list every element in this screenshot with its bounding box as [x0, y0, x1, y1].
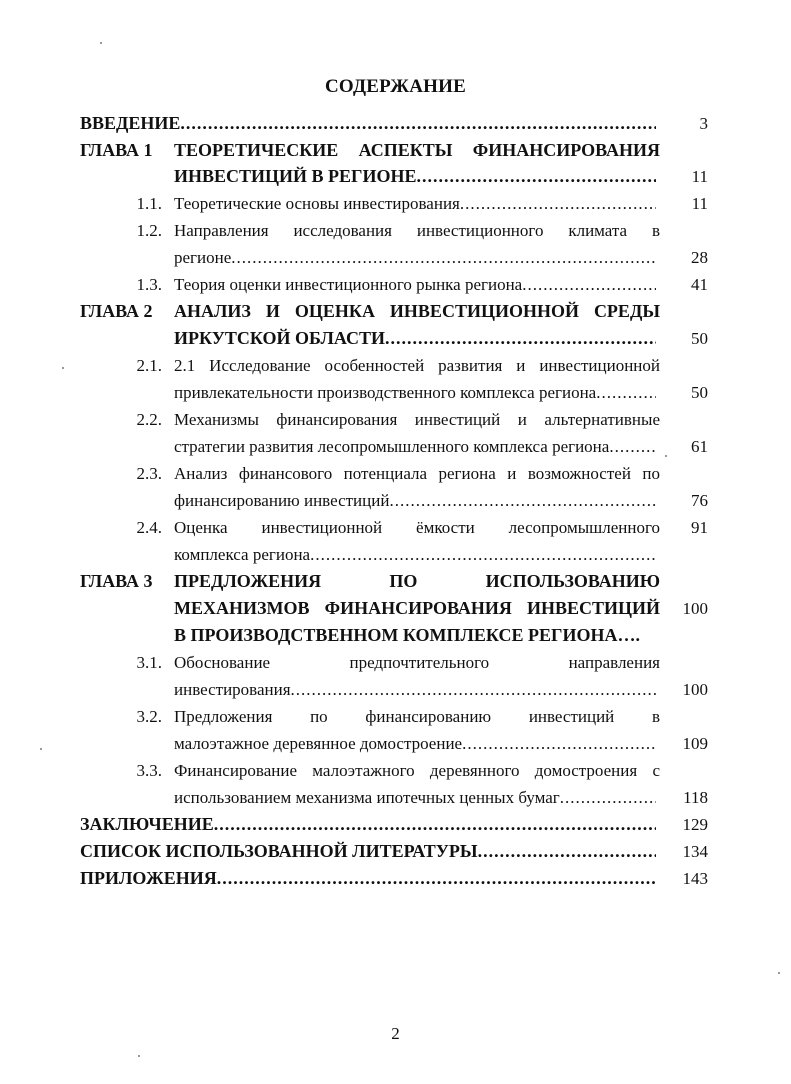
toc-entry-title-line: ТЕОРЕТИЧЕСКИЕ АСПЕКТЫ ФИНАНСИРОВАНИЯ	[174, 140, 660, 160]
toc-entry-title-line: Теоретические основы инвестирования .....	[174, 190, 656, 217]
scan-speck	[100, 42, 102, 44]
page-number: 2	[391, 1024, 400, 1043]
toc-entry-number: 2.3.	[136, 464, 162, 483]
toc-page-number: 50	[691, 383, 708, 402]
toc-entry-number: 3.3.	[136, 761, 162, 780]
toc-entry-number: 3.1.	[136, 653, 162, 672]
toc-entry-number: ГЛАВА 2	[80, 301, 153, 321]
toc-entry-title-line: Оценка инвестиционной ёмкости лесопромышленного	[174, 518, 660, 537]
toc-entry-number: 2.2.	[136, 410, 162, 429]
toc-page-number: 100	[682, 680, 708, 699]
toc-page-number: 11	[691, 194, 708, 213]
scan-speck	[778, 972, 780, 974]
toc-page-number: 61	[691, 437, 708, 456]
toc-page-number: 41	[691, 275, 708, 294]
toc-entry-title-line: малоэтажное деревянное домостроение .....	[174, 730, 656, 757]
toc-entry-title-line: инвестирования .....	[174, 676, 656, 703]
toc-entry-title-line: Направления исследования инвестиционного климата в	[174, 221, 660, 240]
toc-page-number: 28	[691, 248, 708, 267]
toc-entry-title-line: Предложения по финансированию инвестиций в	[174, 707, 660, 726]
toc-page-number: 109	[682, 734, 708, 753]
toc-entry-number: 3.2.	[136, 707, 162, 726]
toc-page-number: 50	[691, 329, 708, 348]
toc-page-number: 118	[683, 788, 708, 807]
toc-entry-title-line: Обоснование предпочтительного направления	[174, 653, 660, 672]
toc-entry-number: 2.4.	[136, 518, 162, 537]
toc-entry-title-line: использованием механизма ипотечных ценных бумаг .....	[174, 784, 656, 811]
toc-entry-title-line: В ПРОИЗВОДСТВЕННОМ КОМПЛЕКСЕ РЕГИОНА….	[174, 625, 640, 645]
toc-entry-label: ВВЕДЕНИЕ .....	[80, 110, 656, 137]
toc-page-number: 11	[691, 167, 708, 186]
scan-speck	[665, 455, 667, 457]
scan-speck	[138, 1055, 140, 1057]
toc-entry-number: 1.2.	[136, 221, 162, 240]
toc-entry-title-line: стратегии развития лесопромышленного комплекса региона .....	[174, 433, 656, 460]
toc-page-number: 100	[682, 599, 708, 618]
toc-page-number: 143	[682, 869, 708, 888]
toc-page-number: 91	[691, 518, 708, 537]
toc-entry-title-line: Анализ финансового потенциала региона и возможностей по	[174, 464, 660, 483]
toc-entry-label: ЗАКЛЮЧЕНИЕ .....	[80, 811, 656, 838]
toc-entry-title-line: 2.1 Исследование особенностей развития и инвестиционной	[174, 356, 660, 375]
toc-entry-title-line: финансированию инвестиций .....	[174, 487, 656, 514]
toc-page-number: 3	[699, 114, 708, 133]
toc-entry-title-line: Финансирование малоэтажного деревянного домостроения с	[174, 761, 660, 780]
toc-entry-number: ГЛАВА 1	[80, 140, 153, 160]
toc-entry-number: ГЛАВА 3	[80, 571, 153, 591]
toc-entry-number: 1.3.	[136, 275, 162, 294]
toc-entry-number: 1.1.	[136, 194, 162, 213]
toc-entry-number: 2.1.	[136, 356, 162, 375]
toc-entry-title-line: ИРКУТСКОЙ ОБЛАСТИ .....	[174, 325, 656, 352]
toc-page-number: 76	[691, 491, 708, 510]
toc-entry-title-line: ПРЕДЛОЖЕНИЯ ПО ИСПОЛЬЗОВАНИЮ	[174, 571, 660, 591]
toc-entry-title-line: Механизмы финансирования инвестиций и альтернативные	[174, 410, 660, 429]
toc-entry-title-line: Теория оценки инвестиционного рынка региона .....	[174, 271, 656, 298]
toc-page-number: 134	[682, 842, 708, 861]
toc-entry-title-line: комплекса региона .....	[174, 541, 656, 568]
toc-entry-title-line: АНАЛИЗ И ОЦЕНКА ИНВЕСТИЦИОННОЙ СРЕДЫ	[174, 301, 660, 321]
toc-entry-title-line: привлекательности производственного комплекса региона .....	[174, 379, 656, 406]
toc-entry-title-line: регионе .....	[174, 244, 656, 271]
toc-entry-title-line: МЕХАНИЗМОВ ФИНАНСИРОВАНИЯ ИНВЕСТИЦИЙ	[174, 598, 660, 618]
toc-entry-title-line: ИНВЕСТИЦИЙ В РЕГИОНЕ .....	[174, 163, 656, 190]
toc-entry-label: СПИСОК ИСПОЛЬЗОВАННОЙ ЛИТЕРАТУРЫ .....	[80, 838, 656, 865]
scan-speck	[40, 748, 42, 750]
toc-page-number: 129	[682, 815, 708, 834]
scan-speck	[62, 367, 64, 369]
toc-entry-label: ПРИЛОЖЕНИЯ .....	[80, 865, 656, 892]
page-title: СОДЕРЖАНИЕ	[325, 76, 466, 97]
